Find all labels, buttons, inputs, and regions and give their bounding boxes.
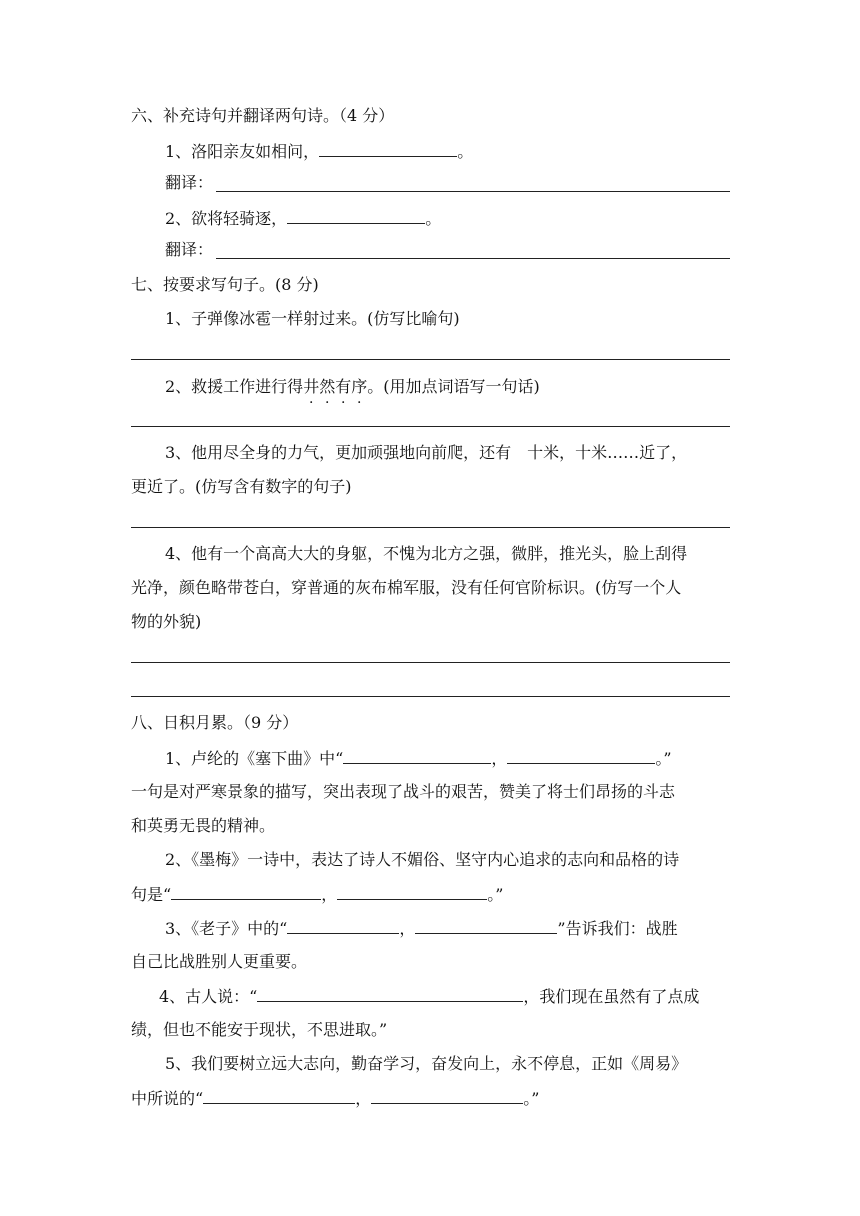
answer-blank-8-3b[interactable] xyxy=(415,918,557,934)
question-7-2-pre: 2、救援工作进行得 xyxy=(165,377,304,396)
answer-line-7-4a[interactable] xyxy=(131,662,730,663)
question-6-2 xyxy=(165,208,441,229)
question-7-4-line-3: 物的外貌) xyxy=(131,612,202,631)
question-8-5-post: 。” xyxy=(523,1089,540,1108)
translate-line-1[interactable] xyxy=(216,191,730,192)
question-6-2-text: 2、欲将轻骑逐， xyxy=(165,209,288,228)
translate-label-1: 翻译： xyxy=(165,173,214,192)
question-8-1-post: 。” xyxy=(655,749,672,768)
question-8-2-line-1: 2、《墨梅》一诗中，表达了诗人不媚俗、坚守内心追求的志向和品格的诗 xyxy=(165,850,680,869)
question-7-3-line-1: 3、他用尽全身的力气，更加顽强地向前爬，还有 十米，十米……近了， xyxy=(165,443,688,462)
question-8-2-pre: 句是“ xyxy=(131,885,172,904)
answer-blank-6-1[interactable] xyxy=(319,141,457,157)
question-8-4-post: ，我们现在虽然有了点成 xyxy=(523,987,700,1006)
dotted-char: 序 xyxy=(351,377,368,396)
comma-mark: ， xyxy=(321,885,338,904)
question-6-1 xyxy=(165,141,473,162)
comma-mark: ， xyxy=(355,1089,372,1108)
question-8-1 xyxy=(165,748,672,769)
question-8-4-pre: 4、古人说：“ xyxy=(159,987,258,1006)
question-8-4 xyxy=(159,986,699,1007)
question-7-2-post: 。(用加点词语写一句话) xyxy=(367,377,540,396)
answer-blank-8-5b[interactable] xyxy=(371,1088,523,1104)
answer-blank-8-4[interactable] xyxy=(257,986,523,1002)
question-8-5-pre: 中所说的“ xyxy=(131,1089,204,1108)
question-8-3-post: ”告诉我们：战胜 xyxy=(557,919,678,938)
question-8-1-pre: 1、卢纶的《塞下曲》中“ xyxy=(165,749,344,768)
answer-line-7-1[interactable] xyxy=(131,359,730,360)
comma-mark: ， xyxy=(491,749,508,768)
dotted-char: 然 xyxy=(319,377,336,396)
dotted-char: 井 xyxy=(303,377,320,396)
question-7-1: 1、子弹像冰雹一样射过来。(仿写比喻句) xyxy=(165,309,460,328)
question-8-4-line-2: 绩，但也不能安于现状，不思进取。” xyxy=(131,1020,388,1039)
answer-blank-8-5a[interactable] xyxy=(203,1088,355,1104)
question-8-3-line-2: 自己比战胜别人更重要。 xyxy=(131,952,308,971)
question-8-3 xyxy=(165,918,678,939)
answer-line-7-2[interactable] xyxy=(131,426,730,427)
section-8-heading: 八、日积月累。（9 分） xyxy=(131,713,299,732)
answer-blank-6-2[interactable] xyxy=(287,208,425,224)
section-6-heading: 六、补充诗句并翻译两句诗。（4 分） xyxy=(131,106,395,125)
question-8-5-line-2 xyxy=(131,1088,539,1109)
question-8-1-line-3: 和英勇无畏的精神。 xyxy=(131,816,276,835)
answer-blank-8-1b[interactable] xyxy=(507,748,655,764)
question-8-2-post: 。” xyxy=(487,885,504,904)
question-7-3-line-2: 更近了。(仿写含有数字的句子) xyxy=(131,477,352,496)
question-7-4-line-1: 4、他有一个高高大大的身躯，不愧为北方之强，微胖，推光头，脸上刮得 xyxy=(165,544,688,563)
section-7-heading: 七、按要求写句子。(8 分) xyxy=(131,275,319,294)
dotted-char: 有 xyxy=(335,377,352,396)
period-mark: 。 xyxy=(457,142,474,161)
answer-blank-8-2a[interactable] xyxy=(171,884,321,900)
answer-blank-8-3a[interactable] xyxy=(287,918,399,934)
question-8-5-line-1: 5、我们要树立远大志向，勤奋学习，奋发向上，永不停息，正如《周易》 xyxy=(165,1054,688,1073)
period-mark: 。 xyxy=(425,209,442,228)
question-6-1-text: 1、洛阳亲友如相问， xyxy=(165,142,320,161)
question-8-3-pre: 3、《老子》中的“ xyxy=(165,919,288,938)
question-8-2-line-2 xyxy=(131,884,503,905)
translate-line-2[interactable] xyxy=(216,258,730,259)
translate-label-2: 翻译： xyxy=(165,240,214,259)
answer-line-7-4b[interactable] xyxy=(131,696,730,697)
answer-line-7-3[interactable] xyxy=(131,527,730,528)
question-7-2 xyxy=(165,377,540,397)
answer-blank-8-2b[interactable] xyxy=(337,884,487,900)
answer-blank-8-1a[interactable] xyxy=(343,748,491,764)
question-7-4-line-2: 光净，颜色略带苍白，穿普通的灰布棉军服，没有任何官阶标识。(仿写一个人 xyxy=(131,578,682,597)
question-8-1-line-2: 一句是对严寒景象的描写，突出表现了战斗的艰苦，赞美了将士们昂扬的斗志 xyxy=(131,782,676,801)
comma-mark: ， xyxy=(399,919,416,938)
